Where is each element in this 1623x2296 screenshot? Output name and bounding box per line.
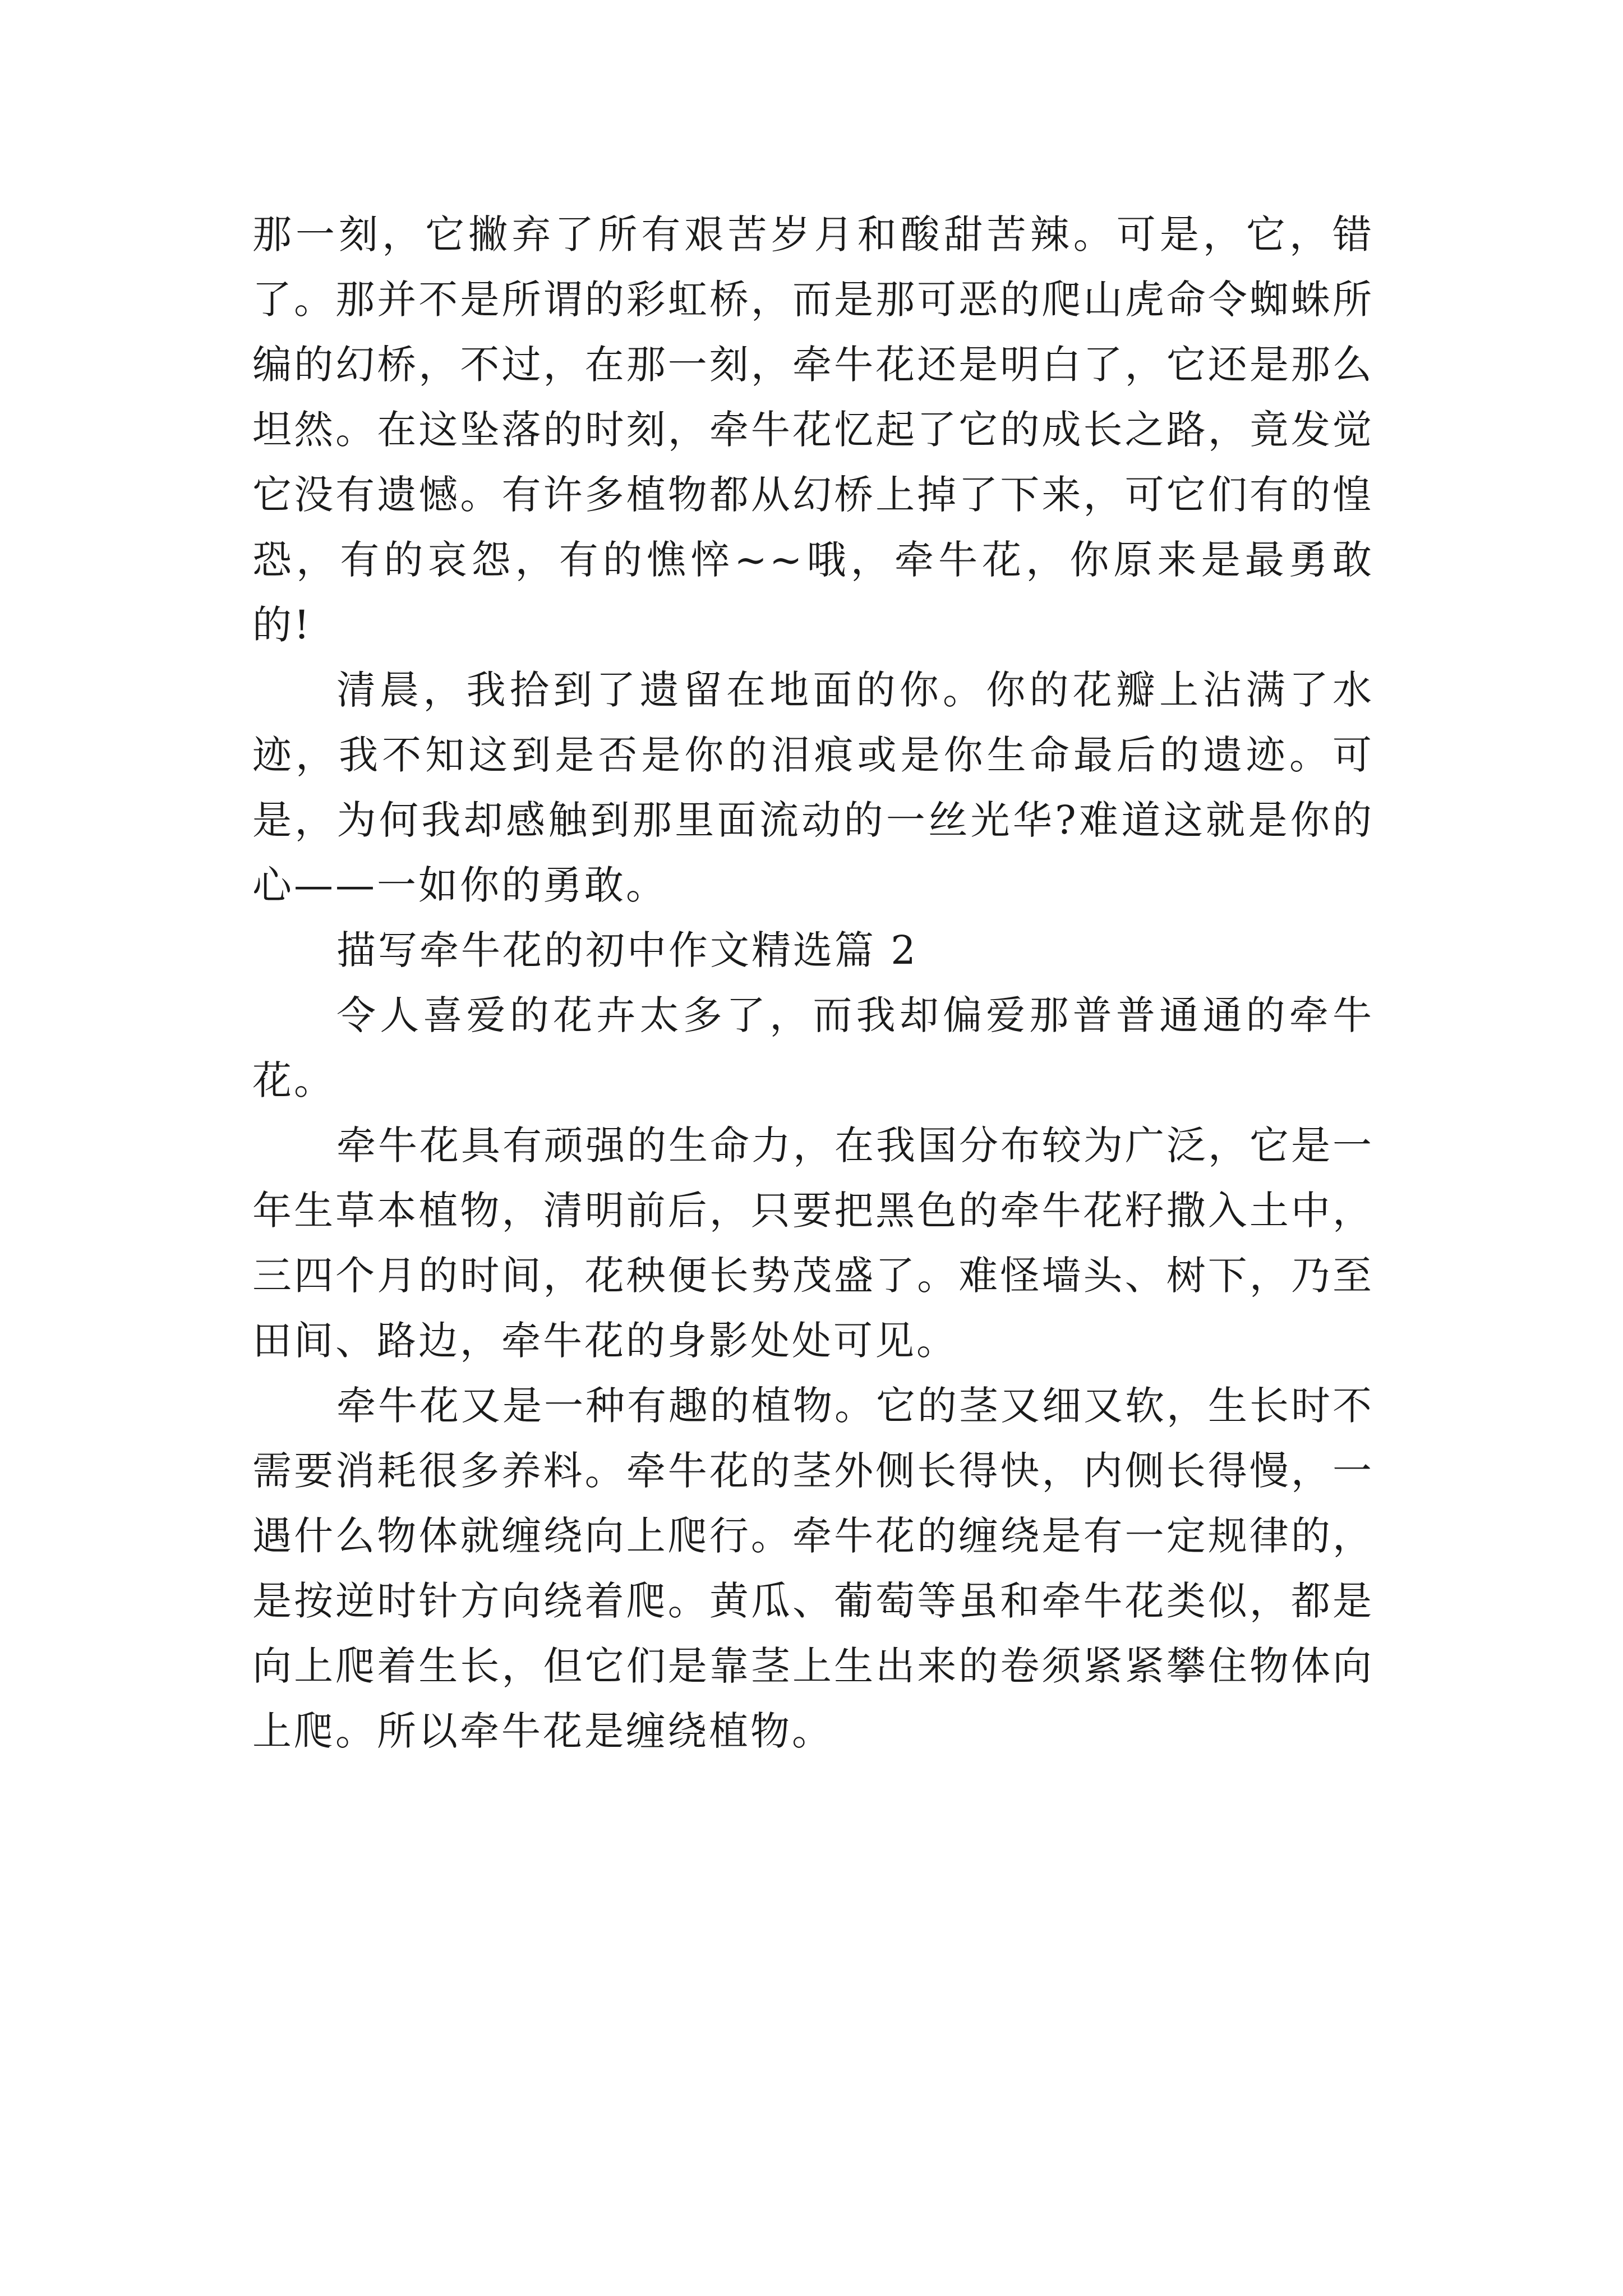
paragraph-3: 令人喜爱的花卉太多了，而我却偏爱那普普通通的牵牛花。: [252, 992, 1374, 1103]
paragraph-5: 牵牛花又是一种有趣的植物。它的茎又细又软，生长时不需要消耗很多养料。牵牛花的茎外侧长得快，内侧长得慢，一遇什么物体就缠绕向上爬行。牵牛花的缠绕是有一定规律的，是按逆时针方向绕着爬。黄瓜、葡萄等虽和牵牛花类似，都是向上爬着生长，但它们是靠茎上生出来的卷须紧紧攀住物体向上爬。所以牵牛花是缠绕植物。: [252, 1383, 1374, 1754]
paragraph-4: 牵牛花具有顽强的生命力，在我国分布较为广泛，它是一年生草本植物，清明前后，只要把黑色的牵牛花籽撒入土中，三四个月的时间，花秧便长势茂盛了。难怪墙头、树下，乃至田间、路边，牵牛花的身影处处可见。: [252, 1122, 1374, 1364]
section-heading: 描写牵牛花的初中作文精选篇 2: [336, 927, 918, 973]
paragraph-2: 清晨，我拾到了遗留在地面的你。你的花瓣上沾满了水迹，我不知这到是否是你的泪痕或是你生命最后的遗迹。可是，为何我却感触到那里面流动的一丝光华?难道这就是你的心——一如你的勇敢。: [252, 667, 1374, 908]
document-body: [252, 202, 1374, 1764]
paragraph-1: 那一刻，它撇弃了所有艰苦岁月和酸甜苦辣。可是，它，错了。那并不是所谓的彩虹桥，而是那可恶的爬山虎命令蜘蛛所编的幻桥，不过，在那一刻，牵牛花还是明白了，它还是那么坦然。在这坠落的时刻，牵牛花忆起了它的成长之路，竟发觉它没有遗憾。有许多植物都从幻桥上掉了下来，可它们有的惶恐，有的哀怨，有的憔悴~~哦，牵牛花，你原来是最勇敢的!: [252, 211, 1374, 648]
